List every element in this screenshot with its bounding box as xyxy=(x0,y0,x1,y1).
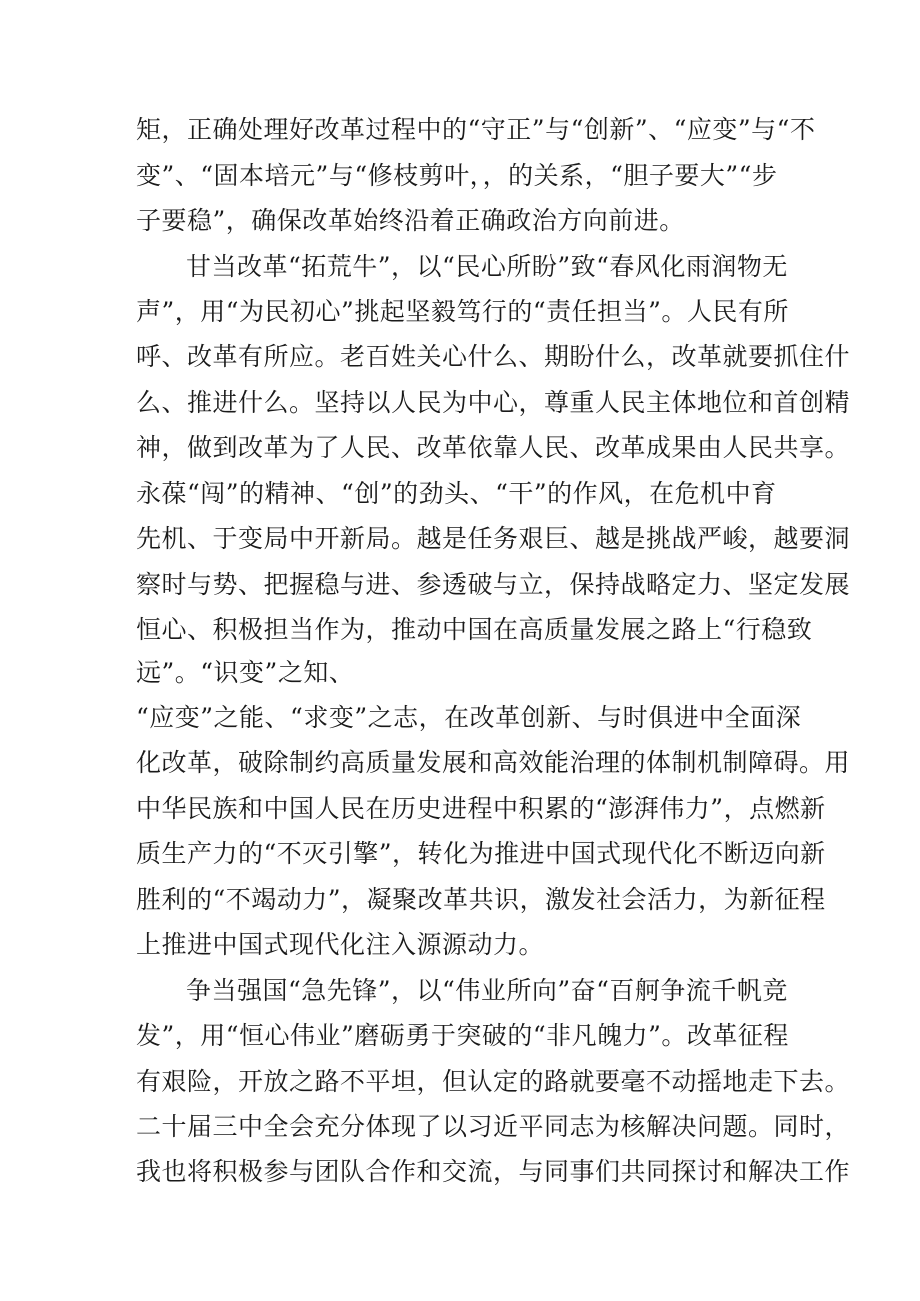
text-line: “应变”之能、“求变”之志，在改革创新、与时俱进中全面深 xyxy=(136,703,802,732)
text-line: 么、推进什么。坚持以人民为中心，尊重人民主体地位和首创精 xyxy=(136,388,851,417)
text-line: 质生产力的“不灭引擎”，转化为推进中国式现代化不断迈向新 xyxy=(136,839,826,868)
text-line: 变”、“固本培元”与“修枝剪叶，，的关系，“胆子要大”“步 xyxy=(136,161,778,190)
paragraph-start-line: 甘当改革“拓荒牛”，以“民心所盼”致“春风化雨润物无 xyxy=(186,252,788,281)
text-line: 声”，用“为民初心”挑起坚毅笃行的“责任担当”。人民有所 xyxy=(136,297,789,326)
text-line: 永葆“闯”的精神、“创”的劲头、“干”的作风，在危机中育 xyxy=(136,479,777,508)
text-line: 神，做到改革为了人民、改革依靠人民、改革成果由人民共享。 xyxy=(136,433,851,462)
text-line: 二十届三中全会充分体现了以习近平同志为核解决问题。同时， xyxy=(136,1112,851,1141)
text-line: 矩，正确处理好改革过程中的“守正”与“创新”、“应变”与“不 xyxy=(136,115,816,144)
text-line: 中华民族和中国人民在历史进程中积累的“澎湃伟力”，点燃新 xyxy=(136,794,826,823)
text-line: 恒心、积极担当作为，推动中国在高质量发展之路上“行稳致 xyxy=(136,615,813,644)
text-line: 有艰险，开放之路不平坦，但认定的路就要毫不动摇地走下去。 xyxy=(136,1067,851,1096)
text-line: 化改革，破除制约高质量发展和高效能治理的体制机制障碍。用 xyxy=(136,748,851,777)
text-line: 远”。“识变”之知、 xyxy=(136,658,355,687)
text-line: 发”，用“恒心伟业”磨砺勇于突破的“非凡魄力”。改革征程 xyxy=(136,1021,789,1050)
text-line: 我也将积极参与团队合作和交流，与同事们共同探讨和解决工作 xyxy=(136,1157,851,1186)
paragraph-start-line: 争当强国“急先锋”，以“伟业所向”奋“百舸争流千帆竞 xyxy=(186,976,788,1005)
text-line: 呼、改革有所应。老百姓关心什么、期盼什么，改革就要抓住什 xyxy=(136,342,851,371)
text-line: 先机、于变局中开新局。越是任务艰巨、越是挑战严峻，越要洞 xyxy=(136,524,851,553)
text-line: 胜利的“不竭动力”，凝聚改革共识，激发社会活力，为新征程 xyxy=(136,885,826,914)
text-line: 察时与势、把握稳与进、参透破与立，保持战略定力、坚定发展 xyxy=(136,570,851,599)
text-line: 子要稳”，确保改革始终沿着正确政治方向前进。 xyxy=(136,206,685,235)
text-line: 上推进中国式现代化注入源源动力。 xyxy=(136,930,545,959)
